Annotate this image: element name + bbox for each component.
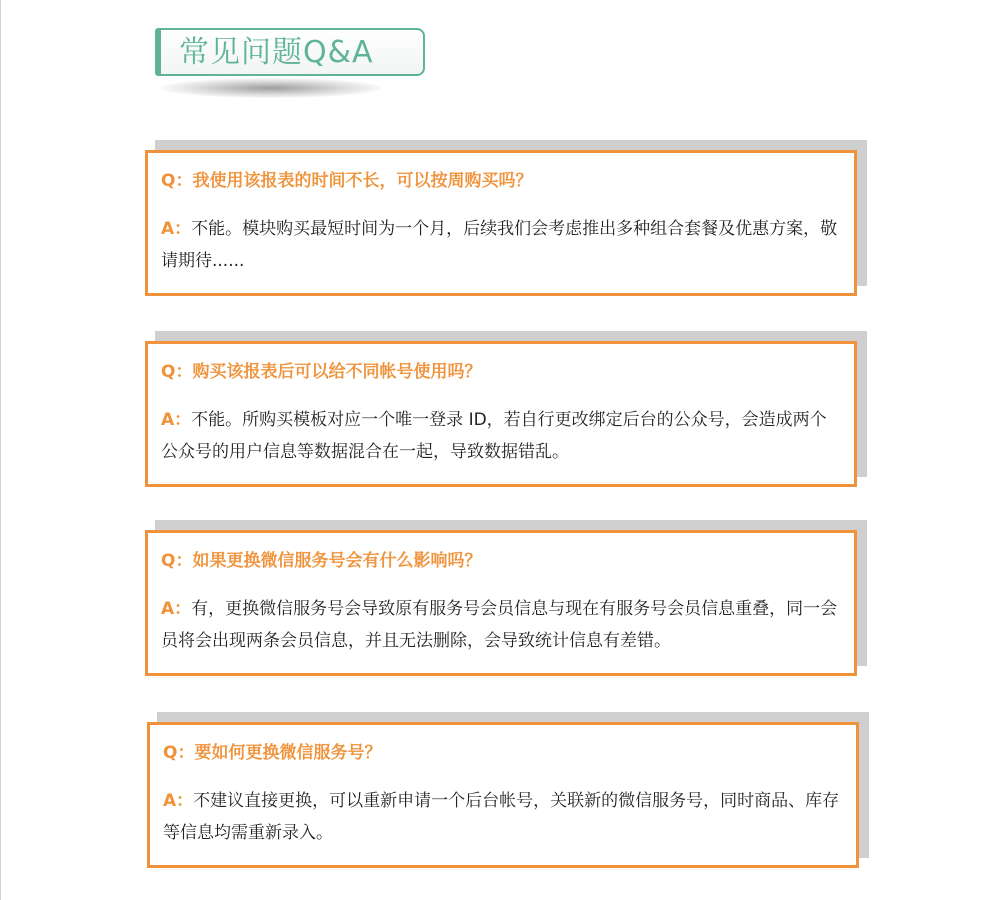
page-title: 常见问题Q&A xyxy=(179,35,374,70)
faq-card-box xyxy=(145,341,857,487)
faq-answer xyxy=(163,785,842,849)
question-prefix: Q： xyxy=(161,551,193,571)
page-left-border xyxy=(0,0,1,900)
faq-question xyxy=(163,741,842,765)
question-text: 要如何更换微信服务号？ xyxy=(194,743,382,763)
question-prefix: Q： xyxy=(163,743,195,763)
answer-text: 有，更换微信服务号会导致原有服务号会员信息与现在有服务号会员信息重叠，同一会员将会出现两条会员信息，并且无法删除，会导致统计信息有差错。 xyxy=(161,599,838,651)
answer-prefix: A： xyxy=(163,791,194,811)
faq-card xyxy=(145,341,857,487)
faq-answer xyxy=(161,213,840,277)
faq-answer xyxy=(161,404,840,468)
question-prefix: Q： xyxy=(161,171,193,191)
faq-title-banner xyxy=(155,28,435,100)
question-text: 我使用该报表的时间不长，可以按周购买吗？ xyxy=(192,171,533,191)
question-prefix: Q： xyxy=(161,362,193,382)
faq-card-box xyxy=(145,150,857,296)
question-text: 购买该报表后可以给不同帐号使用吗？ xyxy=(192,362,482,382)
answer-text: 不能。所购买模板对应一个唯一登录 ID，若自行更改绑定后台的公众号，会造成两个公众号的用户信息等数据混合在一起，导致数据错乱。 xyxy=(161,410,827,462)
faq-answer xyxy=(161,593,840,657)
answer-text: 不能。模块购买最短时间为一个月，后续我们会考虑推出多种组合套餐及优惠方案，敬请期待...... xyxy=(161,219,838,271)
faq-card xyxy=(145,150,857,296)
faq-question xyxy=(161,549,840,573)
faq-question xyxy=(161,169,840,193)
answer-prefix: A： xyxy=(161,599,192,619)
faq-card xyxy=(147,722,859,868)
title-banner-box xyxy=(155,28,425,76)
answer-text: 不建议直接更换，可以重新申请一个后台帐号，关联新的微信服务号，同时商品、库存等信息均需重新录入。 xyxy=(163,791,840,843)
answer-prefix: A： xyxy=(161,410,192,430)
faq-card-box xyxy=(145,530,857,676)
faq-card xyxy=(145,530,857,676)
faq-card-box xyxy=(147,722,859,868)
answer-prefix: A： xyxy=(161,219,192,239)
question-text: 如果更换微信服务号会有什么影响吗？ xyxy=(192,551,482,571)
title-banner-shadow xyxy=(161,78,381,98)
faq-question xyxy=(161,360,840,384)
